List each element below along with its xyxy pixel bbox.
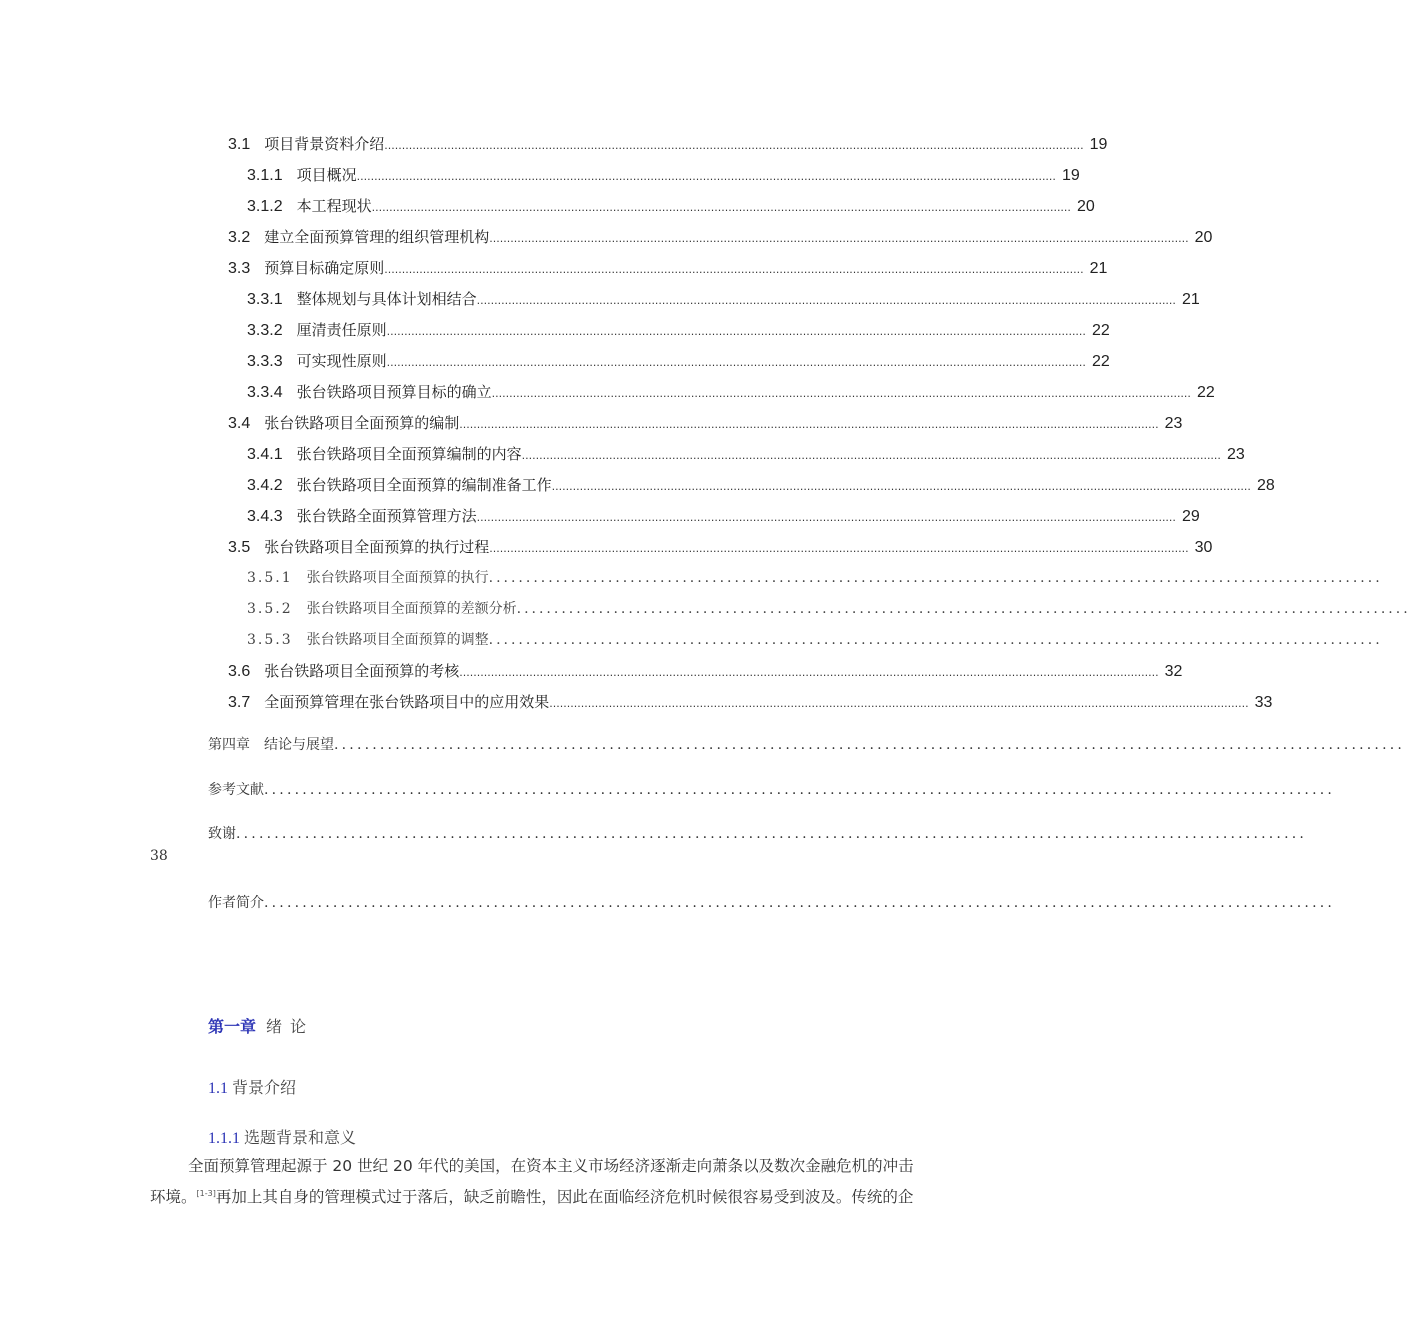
toc-entry[interactable] [247, 195, 1095, 216]
toc-leader-dots: ............................................................................................................................................ [264, 782, 1336, 798]
toc-entry-number: 3.3.3 [247, 353, 283, 370]
toc-entry-title: 张台铁路项目全面预算的考核 [264, 662, 460, 680]
subsection-heading [208, 1125, 356, 1148]
toc-entry-number: 3.5.3 [247, 632, 293, 648]
citation-superscript: [1-3] [196, 1189, 216, 1198]
toc-entry-number: 3.5.2 [247, 601, 293, 617]
toc-entry-number: 3.7 [228, 694, 251, 711]
toc-entry-number: 3.6 [228, 663, 251, 680]
toc-entry[interactable] [247, 505, 1200, 526]
toc-leader-dots: ........................................................................................................................................................................................................ [384, 263, 1084, 276]
toc-entry-page: 23 [1226, 446, 1245, 463]
toc-leader-dots: ........................................................................................................................................................................................................ [521, 449, 1221, 462]
toc-entry[interactable] [247, 598, 1411, 618]
toc-entry-number: 3.3.2 [247, 322, 283, 339]
paragraph-text-2a: 环境。 [150, 1188, 197, 1206]
toc-entry-page: 20 [1076, 198, 1095, 215]
toc-leader-dots: ........................................................................................................................ [516, 601, 1411, 617]
toc-entry[interactable] [228, 412, 1183, 433]
toc-entry-number: 3.4.1 [247, 446, 283, 463]
toc-entry-page: 22 [1091, 322, 1110, 339]
toc-entry-number: 3.4.3 [247, 508, 283, 525]
toc-entry-title: 张台铁路项目全面预算的编制准备工作 [296, 476, 552, 494]
toc-leader-dots: ........................................................................................................................................................................................................ [549, 697, 1249, 710]
toc-entry-page: 21 [1181, 291, 1200, 308]
toc-entry[interactable] [247, 381, 1215, 402]
toc-entry-title: 张台铁路项目全面预算的调整 [306, 632, 489, 648]
toc-entry[interactable] [228, 660, 1183, 681]
toc-chapter-entry[interactable] [208, 823, 1308, 843]
toc-leader-dots: ........................................................................................................................................................................................................ [491, 387, 1191, 400]
toc-leader-dots: ........................................................................................................................................................................................................ [386, 356, 1086, 369]
toc-chapter-entry[interactable] [208, 779, 1336, 799]
toc-entry-page: 23 [1164, 415, 1183, 432]
toc-entry-page: 33 [1254, 694, 1273, 711]
chapter-title: 绪论 [266, 1017, 315, 1036]
toc-chapter-title: 参考文献 [208, 782, 264, 798]
toc-entry-title: 张台铁路项目全面预算的执行 [306, 570, 489, 586]
toc-leader-dots: ........................................................................................................................................................................................................ [489, 232, 1189, 245]
toc-leader-dots: ........................................................................................................................................................................................................ [459, 666, 1159, 679]
toc-chapter-title: 作者简介 [208, 895, 264, 911]
toc-entry-number: 3.1.1 [247, 167, 283, 184]
paragraph-text-2b: 再加上其自身的管理模式过于落后，缺乏前瞻性，因此在面临经济危机时候很容易受到波及。传统的企 [215, 1188, 914, 1206]
toc-entry[interactable] [247, 567, 1383, 587]
toc-chapter-title: 第四章 结论与展望 [208, 737, 334, 753]
toc-leader-dots: ........................................................................................................................................................................................................ [384, 139, 1084, 152]
toc-chapter-title: 致谢 [208, 826, 236, 842]
toc-entry[interactable] [228, 226, 1213, 247]
toc-entry[interactable] [228, 536, 1213, 557]
toc-entry-page: 32 [1164, 663, 1183, 680]
chapter-heading [208, 1014, 314, 1037]
toc-entry-title: 张台铁路全面预算管理方法 [296, 507, 477, 525]
toc-entry-number: 3.5 [228, 539, 251, 556]
toc-leader-dots: ........................................................................................................................................................................................................ [476, 294, 1176, 307]
toc-entry-title: 张台铁路项目全面预算的执行过程 [264, 538, 490, 556]
toc-entry-title: 预算目标确定原则 [264, 259, 385, 277]
toc-entry-title: 厘清责任原则 [296, 321, 387, 339]
toc-entry-page: 30 [1194, 539, 1213, 556]
toc-entry-page: 22 [1196, 384, 1215, 401]
toc-leader-dots: ........................................................................................................................................................................................................ [476, 511, 1176, 524]
toc-leader-dots: ........................................................................................................................................................................................................ [386, 325, 1086, 338]
section-heading [208, 1075, 296, 1098]
toc-entry-number: 3.3.4 [247, 384, 283, 401]
toc-entry-number: 3.4 [228, 415, 251, 432]
toc-entry-page: 29 [1181, 508, 1200, 525]
toc-leader-dots: ........................................................................................................................................................................................................ [459, 418, 1159, 431]
toc-chapter-entry[interactable] [208, 892, 1336, 912]
toc-leader-dots: ........................................................................................................................ [488, 632, 1383, 648]
toc-entry[interactable] [247, 350, 1110, 371]
toc-entry-number: 3.2 [228, 229, 251, 246]
subsection-title: 选题背景和意义 [244, 1128, 357, 1147]
toc-entry-number: 3.3 [228, 260, 251, 277]
toc-entry-title: 本工程现状 [296, 197, 372, 215]
toc-leader-dots: ........................................................................................................................ [488, 570, 1383, 586]
toc-leader-dots: ............................................................................................................................................ [334, 737, 1406, 753]
toc-entry[interactable] [228, 133, 1108, 154]
toc-entry[interactable] [247, 288, 1200, 309]
toc-chapter-entry[interactable] [208, 734, 1406, 754]
toc-entry-title: 建立全面预算管理的组织管理机构 [264, 228, 490, 246]
toc-entry[interactable] [247, 629, 1383, 649]
subsection-number: 1.1.1 [208, 1130, 240, 1147]
stray-page-number: 38 [150, 848, 168, 864]
toc-entry[interactable] [228, 691, 1273, 712]
paragraph-line-1 [150, 1153, 950, 1180]
toc-entry-title: 张台铁路项目预算目标的确立 [296, 383, 492, 401]
toc-entry-title: 项目概况 [296, 166, 357, 184]
toc-entry-title: 整体规划与具体计划相结合 [296, 290, 477, 308]
toc-entry-title: 可实现性原则 [296, 352, 387, 370]
toc-entry-title: 全面预算管理在张台铁路项目中的应用效果 [264, 693, 550, 711]
paragraph-line-2 [150, 1180, 950, 1211]
toc-entry[interactable] [247, 164, 1080, 185]
section-title: 背景介绍 [232, 1078, 297, 1097]
toc-entry-page: 19 [1061, 167, 1080, 184]
toc-entry-number: 3.5.1 [247, 570, 293, 586]
toc-leader-dots: ............................................................................................................................................ [236, 826, 1308, 842]
toc-entry-title: 张台铁路项目全面预算的编制 [264, 414, 460, 432]
chapter-label: 第一章 [208, 1017, 257, 1036]
toc-entry-number: 3.3.1 [247, 291, 283, 308]
toc-entry-title: 张台铁路项目全面预算的差额分析 [306, 601, 517, 617]
toc-leader-dots: ........................................................................................................................................................................................................ [371, 201, 1071, 214]
toc-entry[interactable] [247, 319, 1110, 340]
toc-entry[interactable] [247, 474, 1275, 495]
toc-entry-page: 19 [1089, 136, 1108, 153]
paragraph-text-1: 全面预算管理起源于 20 世纪 20 年代的美国，在资本主义市场经济逐渐走向萧条以及数次金融危机的冲击 [188, 1157, 914, 1175]
section-number: 1.1 [208, 1080, 228, 1097]
toc-entry-page: 22 [1091, 353, 1110, 370]
toc-entry[interactable] [228, 257, 1108, 278]
toc-entry-page: 21 [1089, 260, 1108, 277]
toc-entry-number: 3.1 [228, 136, 251, 153]
toc-leader-dots: ........................................................................................................................................................................................................ [551, 480, 1251, 493]
toc-entry-page: 20 [1194, 229, 1213, 246]
toc-entry-page: 28 [1256, 477, 1275, 494]
toc-entry-title: 项目背景资料介绍 [264, 135, 385, 153]
toc-entry-title: 张台铁路项目全面预算编制的内容 [296, 445, 522, 463]
toc-entry-number: 3.4.2 [247, 477, 283, 494]
toc-entry[interactable] [247, 443, 1245, 464]
toc-leader-dots: ............................................................................................................................................ [264, 895, 1336, 911]
toc-entry-number: 3.1.2 [247, 198, 283, 215]
toc-leader-dots: ........................................................................................................................................................................................................ [356, 170, 1056, 183]
toc-leader-dots: ........................................................................................................................................................................................................ [489, 542, 1189, 555]
